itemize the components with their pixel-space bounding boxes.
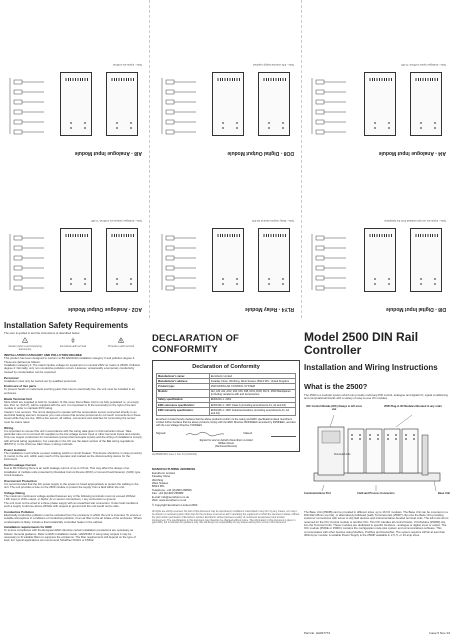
product-title: Model 2500 DIN Rail Controller — [304, 330, 419, 357]
disclaimer: All rights are strictly reserved. No part of this document may be reproduced, modified or transmitted in any form by any means, nor may it be stored in a retrieval system other than for the purpose to act as an aid in operating the equipment to which the document relates, without the prior written permission of Eurotherm Limited. Eurotherm Limited pursues a policy of continuous development and product improvement. The specifications in this document may therefore be changed without notice. The information in this document is given in good faith, but is intended for guidance only. We will accept no responsibility for any losses arising from errors in this document. — [152, 509, 300, 525]
safety-symbol — [100, 337, 142, 351]
io-module — [348, 429, 364, 473]
address-line: West Sussex — [152, 480, 169, 485]
signature-image — [185, 431, 225, 437]
status-led — [282, 278, 284, 280]
status-led — [434, 278, 436, 280]
status-led — [395, 434, 397, 436]
status-led — [413, 438, 415, 440]
module-panel-caption: Note - 24V external supply required — [253, 63, 294, 66]
base-label: Base Unit — [438, 491, 450, 495]
address-line: Worthing — [152, 477, 164, 482]
status-led — [130, 278, 132, 280]
safety-section-text: Electrically conductive pollution must be excluded from the enclosure in which the unit is mounted. To ensure a suitable atmosphere in conditions of conductive pollution, fit an air filter to the air intake of the enclosure. Where condensation is likely, include a thermostatically controlled heater in the cabinet. — [4, 512, 142, 524]
status-led — [374, 122, 376, 124]
io-module — [366, 429, 382, 473]
status-led — [387, 438, 389, 440]
status-led — [374, 278, 376, 280]
status-led — [84, 122, 86, 124]
status-led — [222, 278, 224, 280]
declaration-key: EMC emissions specification: — [157, 402, 210, 407]
module-outline — [410, 72, 442, 136]
safety-section-text: The installation must include a power isolating switch or circuit breaker. This device should be in close proximity (1 metre) to the unit, within easy reach of the operator and marked as the disconnecting device for the instrument. — [4, 450, 142, 462]
module-panel-title: AI4 - Analogue Input Module — [378, 150, 446, 156]
earth-icon — [70, 337, 76, 343]
safety-section-text: Caution: Live sensors. The unit is designed to operate with the temperature sensor connected directly to an electrical heating element. However you must ensure that service personnel do not touch connections to these inputs while they are live. With a live sensor, all cables, connectors and switches for connecting the sensor must be mains rated. — [4, 409, 141, 424]
terminal-strip — [64, 78, 88, 81]
declaration-statement: Eurotherm Limited hereby declares that the above products conform to the safety and EMC specifications listed. Eurotherm Limited further declares that the above products comply with the EMC Directive 89/336/EEC amended by 93/68/EEC, and also with the Low Voltage Directive 73/23/EEC — [156, 418, 296, 428]
status-led — [222, 127, 224, 129]
declaration-row — [157, 408, 296, 416]
safety-section-heading: Blank Terminal Unit — [4, 396, 32, 401]
comms-label: Communications Port — [304, 491, 331, 495]
safety-section-heading: Overcurrent Protection — [4, 478, 37, 483]
module-outline — [60, 72, 92, 136]
module-panel-caption: Note - Analogue outputs are 4-20mA / 0-10V — [90, 219, 142, 222]
copyright: © Copyright Eurotherm Limited 2004 — [152, 503, 198, 508]
status-led — [434, 122, 436, 124]
io-module — [384, 429, 400, 473]
address-line: Fax: +44 (0)1903 265982 — [152, 491, 184, 496]
status-led — [413, 434, 415, 436]
status-led — [130, 283, 132, 285]
module-outline — [258, 228, 290, 292]
module-panel — [302, 6, 452, 158]
status-led — [84, 283, 86, 285]
declaration-key: Models: — [157, 389, 210, 397]
address-line: Eurotherm Limited — [152, 470, 175, 475]
terminal-strip — [262, 234, 286, 237]
terminal-strip — [262, 78, 286, 81]
safety-section-text: To prevent hands or metal tools touching parts that may be electrically live, the unit must be installed in an enclosure. — [4, 387, 135, 395]
status-led — [84, 278, 86, 280]
safety-symbol-label: Caution (refer to accompanying documents) — [8, 345, 42, 352]
status-led — [434, 283, 436, 285]
status-led — [405, 434, 407, 436]
caution-icon — [22, 337, 28, 343]
ioc-label: IOC Control Module (IOC) Always in left most slot — [306, 404, 362, 411]
status-led — [84, 127, 86, 129]
terminal-strip — [64, 234, 88, 237]
status-led — [268, 283, 270, 285]
terminal-strip — [368, 78, 392, 81]
status-led — [351, 434, 353, 436]
status-led — [377, 434, 379, 436]
safety-section-heading: INSTALLATION CATEGORY AND POLLUTION DEGREE — [4, 353, 82, 358]
safety-section-heading: Earth Leakage Current — [4, 463, 37, 468]
status-led — [377, 438, 379, 440]
module-outline — [364, 228, 396, 292]
svg-text:!: ! — [24, 339, 26, 344]
declaration-column — [152, 321, 300, 637]
terminal-label: Terminal Units — [334, 452, 351, 456]
status-led — [351, 438, 353, 440]
address-line: Faraday Close — [152, 474, 171, 479]
address-line: Web: www.eurotherm.co.uk — [152, 497, 187, 502]
status-led — [420, 283, 422, 285]
declaration-value: 2500 MODULAR CONTROL SYSTEM — [209, 384, 295, 389]
safety-section-text: To ensure compliance with the European EMC directive certain installation precautions are necessary as follows: General guidance. Refer to EMC Installation Guide, HA025464. If using relay outputs it may be necessary to fit suitable filters to suppress the emissions. The filter requirements will depend on the type of load. For typical applications we recommend Schaffner FN321 or FN612. — [4, 528, 136, 543]
safety-section-heading: Voltage Rating — [4, 490, 25, 495]
terminal-strip — [216, 234, 240, 237]
ports-label: Field and Process Connectors — [357, 491, 395, 495]
signed-for: Signed for and on behalf of Eurotherm Limited — [199, 439, 253, 443]
status-led — [387, 434, 389, 436]
safety-section-heading: Wiring — [4, 425, 14, 430]
part-number: Part No. HA027773 — [304, 631, 331, 635]
status-led — [222, 283, 224, 285]
status-led — [282, 127, 284, 129]
terminal-strip — [110, 234, 134, 237]
safety-section-text: This product has been designed to conform to BS EN61010 installation category II and pollution degree 2. These are defined as follows: — [4, 356, 135, 364]
safety-section-heading: Personnel — [4, 375, 19, 380]
declaration-value: Faraday Close, Worthing, West Sussex, BN13 3PL, United Kingdom — [209, 379, 295, 384]
base-unit-illustration — [304, 415, 450, 495]
status-led — [420, 127, 422, 129]
status-led — [268, 278, 270, 280]
status-led — [374, 127, 376, 129]
status-led — [236, 278, 238, 280]
safety-title: Installation Safety Requirements — [4, 321, 129, 330]
signatory: William Davis — [218, 442, 234, 446]
module-panel-title: AI8 - Analogue Input Module — [74, 150, 142, 156]
module-outline — [212, 72, 244, 136]
issue-number: Issue 5 Nov. 04 — [429, 631, 450, 635]
status-led — [395, 438, 397, 440]
declaration-row — [157, 389, 296, 397]
shock-icon — [118, 337, 124, 343]
terminal-strip — [110, 78, 134, 81]
status-led — [70, 122, 72, 124]
status-led — [116, 127, 118, 129]
declaration-value: AI2, AI3, AI4, AO2, DI4, DI6, DI8, DO4, DO8, RLY4, 2500 Backplanes (including variations with and accessories) — [209, 389, 295, 397]
what-is-text: The 2500 is a modular system which can provide multi-loop PID control, analogue and digital I/O, signal conditioning and computational blocks with a variety of easy-to-use I/O modules. — [304, 393, 448, 401]
signed-label: Signed: — [156, 431, 167, 436]
terminal-strip — [414, 78, 438, 81]
status-led — [369, 438, 371, 440]
safety-intro: The user is guided to and the instructions of described below. — [4, 331, 80, 335]
declaration-title: DECLARATION OF CONFORMITY — [152, 333, 240, 355]
module-outline — [410, 228, 442, 292]
declaration-value: EN61326-1: 1997 Class A (including amendments A1, A2 and A3) — [209, 402, 295, 407]
status-led — [282, 122, 284, 124]
manufacturing-address — [152, 468, 300, 507]
safety-section-text: It is important to connect the unit in accordance with the wiring data given in this instruction sheet. Take particular care not to connect AC supplies to the low voltage sensor input or other low level inputs and outputs. Only use copper conductors for connections (except thermocouple inputs) and the wiring of installations comply with all local wiring regulations. For example in the UK use the latest version of the IEE wiring regulations (BS7671). In the USA use NEC Class 1 wiring methods. — [4, 428, 142, 446]
doc-ref: IA249986U810 Issue 1 Dec 04 (CN21404) — [152, 453, 197, 457]
safety-symbols — [4, 337, 142, 351]
signatory-role: (Technical Director) — [214, 445, 238, 449]
status-led — [369, 434, 371, 436]
wiring-schematic — [6, 224, 46, 294]
declaration-box — [152, 360, 300, 452]
safety-requirements — [4, 321, 142, 637]
module-panel — [152, 6, 300, 158]
system-diagram — [304, 403, 450, 511]
intro-column — [304, 321, 450, 637]
safety-symbol — [52, 337, 94, 351]
status-led — [70, 283, 72, 285]
declaration-value: Eurotherm Limited — [209, 374, 295, 379]
status-led — [434, 127, 436, 129]
safety-section-text: Installation must only be carried out by qualified personnel. — [4, 378, 77, 383]
status-led — [236, 127, 238, 129]
dated-label: Dated: — [243, 431, 253, 436]
status-led — [420, 122, 422, 124]
declaration-key: EMC immunity specification: — [157, 408, 210, 416]
status-led — [236, 283, 238, 285]
status-led — [374, 283, 376, 285]
module-panel-caption: Note - Analogue inputs 4-20mA / 0-10V — [401, 63, 446, 66]
wiring-schematic — [158, 68, 198, 138]
safety-symbol-label: Protective earth terminal — [108, 345, 134, 349]
module-panel-caption: Note - Relay outputs rated at 2A 24V — [251, 219, 294, 222]
wiring-schematic — [308, 68, 348, 138]
terminal-strip — [368, 234, 392, 237]
status-led — [236, 122, 238, 124]
status-led — [282, 283, 284, 285]
safety-symbol-label: Functional earth terminal — [59, 345, 87, 349]
safety-sections — [4, 353, 142, 542]
status-led — [359, 434, 361, 436]
module-panel — [0, 162, 148, 314]
safety-symbol — [4, 337, 46, 351]
declaration-key: Manufacturer's address: — [157, 379, 210, 384]
status-led — [268, 122, 270, 124]
status-led — [359, 438, 361, 440]
top-half-rotated — [0, 0, 452, 318]
module-label: 2500 Plug-in I/O Modules Mounted in any order — [384, 404, 442, 408]
module-outline — [364, 72, 396, 136]
status-led — [388, 127, 390, 129]
safety-section-heading: Enclosure of live parts — [4, 384, 37, 389]
safety-section-heading: Installation requirements for EMC — [4, 525, 53, 530]
product-subtitle: Installation and Wiring Instructions — [304, 363, 438, 372]
status-led — [388, 278, 390, 280]
safety-section-text: The unit must not be wired to a three phase supply with an unearthed star connection. Under fault conditions such a supply could rise above 264Vac with respect to ground and the unit would not be safe. — [4, 500, 139, 508]
status-led — [130, 127, 132, 129]
address-line: Telephone: +44 (0)1903 268500 — [152, 487, 192, 492]
what-is-title: What is the 2500? — [304, 382, 368, 391]
address-line: E-mail: info@eurotherm.co.uk — [152, 494, 190, 499]
module-outline — [106, 72, 138, 136]
safety-section-text: It is recommended that the DC power supply to the system is fused appropriately to protect the cabling to the unit. The unit provides a fuse on the 2500 module to protect the supply from a fault within the unit. — [4, 481, 139, 490]
module-outline — [258, 72, 290, 136]
module-panel-title: DO8 - Digital Output Module — [227, 150, 294, 156]
declaration-key: Manufacturer's name: — [157, 374, 210, 379]
status-led — [268, 127, 270, 129]
module-outline — [60, 228, 92, 292]
io-module — [402, 429, 418, 473]
wiring-schematic — [6, 68, 46, 138]
safety-section-text: ▪ Dlh input or I/Ohs output, or Alpha, dc or sensor connections; ▪ any connection to ground. — [4, 497, 117, 502]
safety-section-text: Due to RFI Filtering there is an earth leakage current of up to 3.5mA. This may affect the design of an installation of multiple units protected by Residual Current Device (RCD) or Ground Fault Detector, (GFD) type circuit breakers. — [4, 466, 141, 477]
status-led — [130, 122, 132, 124]
declaration-value: EN61326-1: 1997 Industrial locations (including amendments A1, A2 and A3) — [209, 408, 295, 416]
terminal-strip — [216, 78, 240, 81]
safety-section-text: Installation category II: The rated impulse voltage for equipment on nominal 230V ac mains is 2500V. Pollution degree 2: Normally, only non conductive pollution occurs. However, occasionally a temporary conductivity caused by condensation can be expected. — [4, 363, 141, 374]
safety-section-heading: Conductive Pollution — [4, 509, 34, 514]
declaration-key: Safety specification: — [157, 397, 210, 402]
address-line: BN13 3PL — [152, 484, 165, 489]
safety-section-heading: Power Isolation — [4, 447, 27, 452]
module-panel — [152, 162, 300, 314]
status-led — [116, 122, 118, 124]
terminal-strip — [414, 234, 438, 237]
status-led — [222, 122, 224, 124]
status-led — [388, 283, 390, 285]
declaration-value: EN61010-1: 2001 — [209, 397, 295, 402]
wiring-schematic — [308, 224, 348, 294]
declaration-key: Product type: — [157, 384, 210, 389]
declaration-box-title: Declaration of Conformity — [192, 364, 260, 370]
module-panel-caption: Note - Inputs are not opto isolated from the backplane — [384, 219, 446, 222]
module-panel — [0, 6, 148, 158]
status-led — [420, 278, 422, 280]
safety-section-text: Slots which are supplied to hold I/o modules, fit this cover that a Base Unit is not fully populated i.e. an empty slot. Port no. (DA17), will be supplied with the unit. It is important to fit the terminal(s) to the right of the last module in order to maintain IP20 rating. — [4, 399, 139, 411]
declaration-table — [156, 373, 296, 416]
status-led — [388, 122, 390, 124]
intro-description: The Base Unit (2500B) can be provided in different sizes, up to 16 I/O modules. The Base Unit can be mounted on a DIN Rail (35mm top hat), or alternatively bulkhead (wall). Terminal units (2500T) clip onto the Base Unit providing customer connections with screw or clip field devices and Instrumentation-bonded terminal units. The left-most slot is reserved for the IOC Control module or another IOC. The IOC handles all control blocks. I/O Modules (2500M) clip into the Terminal Units. These modules are dedicated to specific functions - analogue or digital, input or output. The IOC module (2500E or 2500C) contains the configuration code plus system and communications software. This communicates with other devices using Modbus, Profibus and DeviceNet. The system requires 24Vdc at less than 300mA per module. A suitable Power Supply is the 2500P available in 2.5, 5, or 10 amp sizes. — [304, 509, 449, 538]
module-panel-title: AO2 - Analogue Output Module — [68, 306, 142, 312]
status-led — [116, 278, 118, 280]
module-outline — [212, 228, 244, 292]
module-panel-title: DI8 - Digital Input Module — [386, 306, 446, 312]
module-panel-title: RLY4 - Relay Module — [245, 306, 294, 312]
mfg-title: MANUFACTURING ADDRESS — [152, 467, 196, 472]
status-led — [116, 283, 118, 285]
safety-section-text: The maximum continuous voltage applied between any of the following terminals must not exceed 264Vac: — [4, 493, 136, 498]
status-led — [70, 127, 72, 129]
status-led — [70, 278, 72, 280]
module-panel-caption: Note - Inputs are 4-20mA — [112, 63, 142, 66]
module-panel — [302, 162, 452, 314]
status-led — [405, 438, 407, 440]
wiring-schematic — [158, 224, 198, 294]
module-outline — [106, 228, 138, 292]
